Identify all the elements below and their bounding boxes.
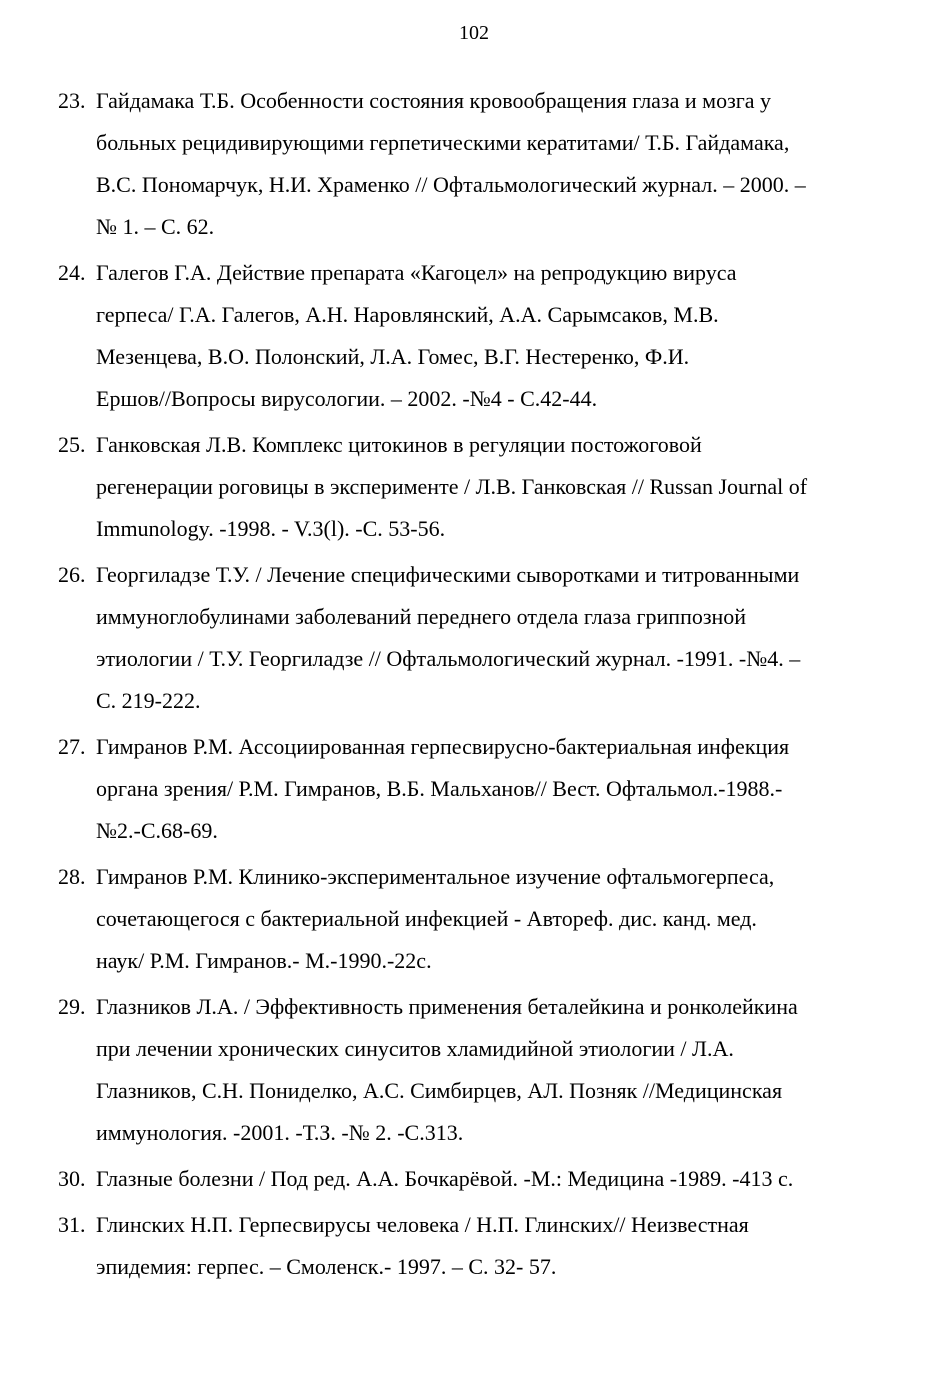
reference-number: 27. (58, 734, 86, 759)
reference-text-line: Ершов//Вопросы вирусологии. – 2002. -№4 - С.42-44. (96, 386, 598, 411)
reference-number: 29. (58, 994, 86, 1019)
reference-number: 23. (58, 88, 86, 113)
reference-number: 25. (58, 432, 86, 457)
reference-text-line: иммуноглобулинами заболеваний переднего отдела глаза гриппозной (96, 604, 747, 629)
reference-text-line: Глазников, С.Н. Пониделко, А.С. Симбирцев, АЛ. Позняк //Медицинская (96, 1078, 783, 1103)
reference-item (58, 554, 898, 722)
reference-text-line: Ганковская Л.В. Комплекс цитокинов в регуляции постожоговой (96, 432, 702, 457)
reference-text-line: Гайдамака Т.Б. Особенности состояния кровообращения глаза и мозга у (96, 88, 772, 113)
reference-item (58, 856, 898, 982)
reference-number: 26. (58, 562, 86, 587)
reference-number: 31. (58, 1212, 86, 1237)
reference-text-line: эпидемия: герпес. – Смоленск.- 1997. – С. 32- 57. (96, 1254, 557, 1279)
reference-item (58, 1158, 898, 1200)
reference-item (58, 80, 898, 248)
reference-text-line: наук/ Р.М. Гимранов.- М.-1990.-22с. (96, 948, 432, 973)
reference-text-line: при лечении хронических синуситов хламидийной этиологии / Л.А. (96, 1036, 734, 1061)
reference-number: 24. (58, 260, 86, 285)
reference-text-line: Гимранов Р.М. Ассоциированная герпесвирусно-бактериальная инфекция (96, 734, 790, 759)
reference-text-line: Глазников Л.А. / Эффективность применения беталейкина и ронколейкина (96, 994, 798, 1019)
reference-text-line: иммунология. -2001. -Т.З. -№ 2. -С.313. (96, 1120, 464, 1145)
page-number: 102 (459, 22, 489, 44)
reference-text-line: В.С. Пономарчук, Н.И. Храменко // Офтальмологический журнал. – 2000. – (96, 172, 806, 197)
reference-list (58, 80, 898, 1292)
reference-text-line: органа зрения/ Р.М. Гимранов, В.Б. Мальханов// Вест. Офтальмол.-1988.- (96, 776, 783, 801)
reference-text-line: Гимранов Р.М. Клинико-экспериментальное изучение офтальмогерпеса, (96, 864, 775, 889)
reference-text-line: Глазные болезни / Под ред. А.А. Бочкарёвой. -М.: Медицина -1989. -413 с. (96, 1166, 794, 1191)
reference-item (58, 1204, 898, 1288)
reference-text-line: больных рецидивирующими герпетическими кератитами/ Т.Б. Гайдамака, (96, 130, 790, 155)
reference-text-line: регенерации роговицы в эксперименте / Л.В. Ганковская // Russan Journal of (96, 474, 808, 499)
reference-text-line: этиологии / Т.У. Георгиладзе // Офтальмологический журнал. -1991. -№4. – (96, 646, 801, 671)
reference-text-line: сочетающегося с бактериальной инфекцией - Автореф. дис. канд. мед. (96, 906, 757, 931)
reference-text-line: Глинских Н.П. Герпесвирусы человека / Н.П. Глинских// Неизвестная (96, 1212, 749, 1237)
reference-item (58, 986, 898, 1154)
reference-number: 28. (58, 864, 86, 889)
reference-text-line: Георгиладзе Т.У. / Лечение специфическими сыворотками и титрованными (96, 562, 800, 587)
reference-text-line: Immunology. -1998. - V.3(l). -С. 53-56. (96, 516, 446, 541)
reference-number: 30. (58, 1166, 86, 1191)
reference-text-line: № 1. – С. 62. (96, 214, 215, 239)
reference-text-line: герпеса/ Г.А. Галегов, А.Н. Наровлянский, А.А. Сарымсаков, М.В. (96, 302, 719, 327)
reference-text-line: Галегов Г.А. Действие препарата «Кагоцел» на репродукцию вируса (96, 260, 737, 285)
reference-text-line: С. 219-222. (96, 688, 201, 713)
reference-text-line: №2.-С.68-69. (96, 818, 218, 843)
reference-item (58, 252, 898, 420)
reference-item (58, 726, 898, 852)
reference-text-line: Мезенцева, В.О. Полонский, Л.А. Гомес, В.Г. Нестеренко, Ф.И. (96, 344, 690, 369)
reference-item (58, 424, 898, 550)
